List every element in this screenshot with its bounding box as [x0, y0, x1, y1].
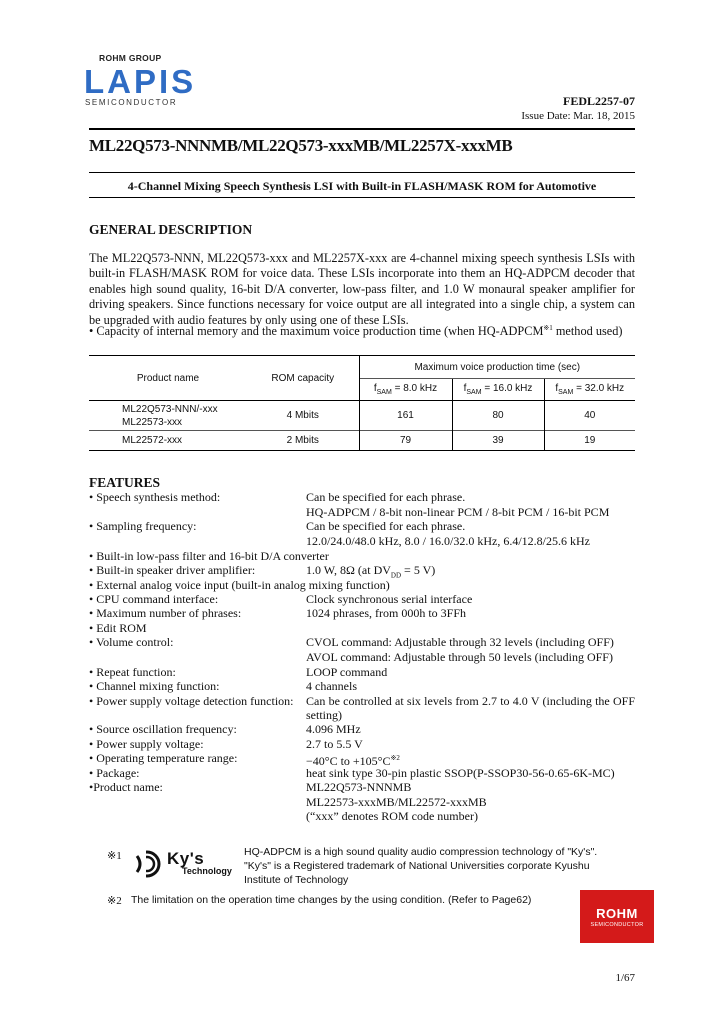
logo-semiconductor-text: SEMICONDUCTOR [85, 98, 178, 107]
logo-group-text: ROHM GROUP [99, 53, 162, 63]
table-cell-value: 39 [452, 431, 544, 451]
table-header-product: Product name [89, 356, 247, 401]
general-description-heading: GENERAL DESCRIPTION [89, 222, 253, 237]
table-cell-value: 40 [544, 401, 635, 431]
table-header-max-time: Maximum voice production time (sec) [359, 356, 635, 379]
general-description-text: The ML22Q573-NNN, ML22Q573-xxx and ML2257X-xxx are 4-channel mixing speech synthesis LSIs with built-in FLASH/MASK ROM for voice data. These LSIs incorporate into them an HQ-ADPCM decoder that enables high sound quality, 16-bit D/A converter, low-pass filter, and 1.0 W monaural speaker amplifier for driving speakers. Since functions necessary for voice output are all integrated into a single chip, a system can be upgraded with audio features by only using one of these LSIs. [89, 251, 635, 327]
capacity-note-pre: • Capacity of internal memory and the maximum voice production time (when HQ-ADPCM [89, 324, 544, 339]
footnote-mark: ※2 [107, 895, 122, 907]
table-row [89, 401, 635, 431]
features-heading: FEATURES [89, 475, 161, 490]
divider [89, 128, 635, 130]
rohm-logo-semi: SEMICONDUCTOR [590, 922, 644, 928]
capacity-note [89, 324, 622, 339]
footnote-1-text: HQ-ADPCM is a high sound quality audio compression technology of "Ky's". "Ky's" is a Registered trademark of National Universities corporate Kyushu Institute of Technology [244, 846, 598, 887]
capacity-table [89, 355, 635, 451]
divider [89, 172, 635, 173]
table-cell-value: 80 [452, 401, 544, 431]
table-cell-value: 19 [544, 431, 635, 451]
table-cell-value: 161 [359, 401, 452, 431]
footnote-2-text: The limitation on the operation time changes by the using condition. (Refer to Page62) [131, 894, 532, 906]
capacity-note-post: method used) [552, 324, 623, 339]
rohm-logo [580, 890, 654, 943]
issue-date: Issue Date: Mar. 18, 2015 [521, 110, 635, 122]
divider [89, 197, 635, 198]
table-cell-value: 79 [359, 431, 452, 451]
page-subtitle: 4-Channel Mixing Speech Synthesis LSI with Built-in FLASH/MASK ROM for Automotive [127, 179, 597, 193]
kys-technology-text: Technology [182, 866, 232, 876]
kys-sound-icon [130, 850, 164, 883]
footnote-mark: ※1 [107, 850, 122, 862]
table-cell-rom: 2 Mbits [247, 431, 359, 451]
page-title: ML22Q573-NNNMB/ML22Q573-xxxMB/ML2257X-xxxMB [89, 136, 513, 155]
rohm-logo-word: ROHM [596, 906, 638, 921]
table-header-f1: $f_{SAM} = 8.0$ kHz [359, 379, 452, 401]
table-header-rom: ROM capacity [247, 356, 359, 401]
footnote-ref: ※1 [543, 324, 553, 332]
table-header-f2: $f_{SAM} = 16.0$ kHz [452, 379, 544, 401]
document-number: FEDL2257-07 [563, 94, 635, 108]
kys-logo: Ky's [167, 849, 205, 868]
table-cell-product: ML22572-xxx [89, 431, 247, 451]
lapis-logo: LAPIS [84, 63, 197, 100]
page-number: 1/67 [615, 972, 635, 984]
table-row [89, 431, 635, 451]
table-cell-rom: 4 Mbits [247, 401, 359, 431]
table-header-f3: $f_{SAM} = 32.0$ kHz [544, 379, 635, 401]
table-cell-product: ML22Q573-NNN/-xxx ML22573-xxx [89, 401, 247, 431]
